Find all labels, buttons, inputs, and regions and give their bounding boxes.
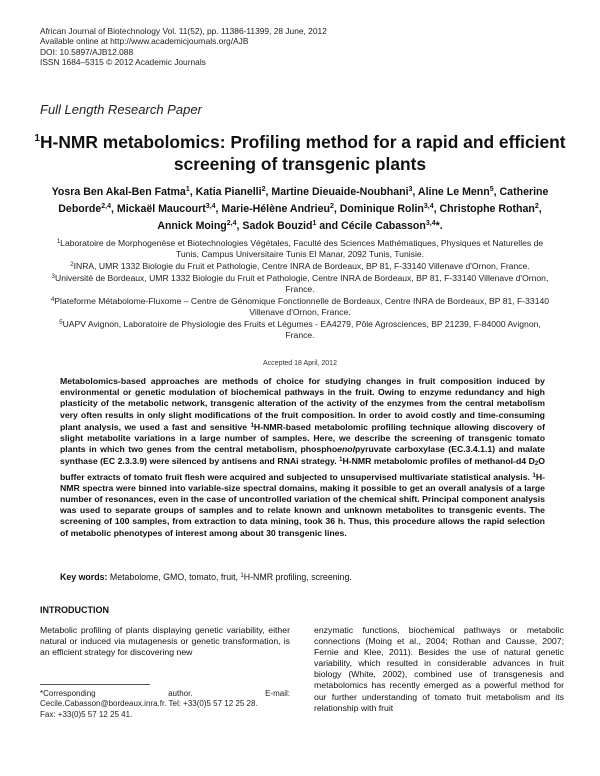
author-name: Cécile Cabasson bbox=[341, 219, 426, 232]
affiliation bbox=[48, 318, 552, 341]
paper-title bbox=[30, 128, 570, 175]
author bbox=[117, 203, 222, 215]
affiliation-number: 3 bbox=[51, 274, 55, 280]
author-name: Martine Dieuaide-Noubhani bbox=[271, 186, 409, 198]
paper-type: Full Length Research Paper bbox=[40, 102, 202, 117]
author bbox=[242, 220, 341, 232]
author-separator: *. bbox=[435, 219, 443, 232]
journal-online-link[interactable]: Available online at http://www.academicjournals.org/AJB bbox=[40, 36, 249, 47]
affiliation-text: UAPV Avignon, Laboratoire de Physiologie des Fruits et Légumes - EA4279, Pôle Agrosciences, BP 21239, F-84000 Avignon, France. bbox=[62, 319, 541, 340]
affiliation bbox=[48, 295, 552, 318]
introduction-heading: INTRODUCTION bbox=[40, 605, 109, 615]
author bbox=[221, 203, 339, 215]
author-name: Catherine Deborde bbox=[58, 186, 549, 215]
abstract-text: H-NMR spectra were binned into variable-size spectral domains, making it possible to get an overall analysis of a large number of resonances, even in the case of uncontrolled variation of the chemical shift. Principal component analysis was used to separate groups of samples and to relate known and unknown metabolites to transgenic events. The screening of 100 samples, from extraction to data mining, took 36 h. Thus, this procedure allows the rapid selection of metabolic phenotypes of interest among about 30 transgenic lines. bbox=[60, 471, 545, 538]
author-separator: , bbox=[265, 186, 272, 198]
keywords-text: Metabolome, GMO, tomato, fruit, bbox=[107, 572, 241, 582]
author-affiliation-sup: 3,4 bbox=[423, 202, 434, 210]
title-superscript: 1 bbox=[34, 133, 40, 144]
author-separator: , bbox=[111, 202, 117, 215]
author-separator: , bbox=[433, 202, 440, 215]
accepted-date: Accepted 18 April, 2012 bbox=[263, 360, 337, 367]
author-affiliation-sup: 5 bbox=[489, 186, 494, 193]
author-affiliation-sup: 2,4 bbox=[101, 202, 111, 210]
author bbox=[52, 186, 196, 198]
footnote-fax: Fax: +33(0)5 57 12 25 41. bbox=[40, 709, 133, 719]
author-name: Mickaël Maucourt bbox=[116, 202, 206, 215]
abstract-text: H-NMR metabolomic profiles of methanol-d4 D bbox=[342, 456, 535, 467]
footnote-email[interactable]: Cecile.Cabasson@bordeaux.inra.fr. Tel: +33(0)5 57 12 25 28. bbox=[40, 699, 258, 709]
keywords-label: Key words: bbox=[60, 572, 108, 582]
abstract-text: pyruvate carboxylase (EC.3.4.1.1) and malate synthase (EC 2.3.3.9) were silenced by antisens and RNAi strategy. bbox=[60, 444, 545, 467]
author bbox=[418, 186, 500, 198]
author-separator: , bbox=[493, 186, 500, 198]
author-separator: , bbox=[538, 202, 542, 215]
footnote-word: E-mail: bbox=[265, 689, 290, 698]
author-affiliation-sup: 3 bbox=[408, 186, 413, 193]
author-affiliation-sup: 1 bbox=[185, 186, 190, 193]
affiliation-text: Plateforme Métabolome-Fluxome – Centre de Génomique Fonctionnelle de Bordeaux, Centre INRA de Bordeaux, BP 81, F-33140 Villenave d'Ornon, France. bbox=[54, 296, 550, 317]
affiliation-number: 4 bbox=[50, 297, 55, 303]
affiliation bbox=[48, 272, 552, 295]
author-affiliation-sup: 2,4 bbox=[226, 219, 237, 227]
doi: DOI: 10.5897/AJB12.088 bbox=[40, 46, 134, 57]
issn: ISSN 1684–5315 © 2012 Academic Journals bbox=[40, 57, 206, 68]
abstract-superscript: 1 bbox=[339, 457, 343, 464]
author bbox=[196, 186, 272, 198]
footnote-word: author. bbox=[168, 689, 193, 698]
affiliation-number: 5 bbox=[59, 320, 63, 326]
abstract-text: Metabolomics-based approaches are methods of choice for studying changes in fruit composition induced by environmental or genetic modulation of biochemical pathways in the fruit. Owing to enzyme redundancy and high plasticity of the metabolic network, transgenic alteration of the activity of the enzymes from the central metabolism very often results in only slight modifications of the fruit composition. In order to avoid costly and time-consuming plant analysis, we used a fast and sensitive bbox=[60, 376, 545, 432]
abstract-superscript: 1 bbox=[532, 472, 536, 479]
author-affiliation-sup: 3,4 bbox=[205, 202, 216, 210]
abstract-text: H-NMR-based metabolomic profiling technique allowing discovery of slight metabolite variations in a large number of samples. Here, we describe the screening of transgenic tomato plants in which two genes from the central metabolism, phospho bbox=[60, 421, 545, 455]
abstract bbox=[60, 376, 545, 539]
author-affiliation-sup: 2 bbox=[329, 202, 334, 210]
author-separator: , bbox=[412, 186, 418, 198]
author bbox=[340, 203, 440, 215]
author-separator: , bbox=[215, 202, 222, 215]
author-separator: and bbox=[316, 219, 342, 232]
author-affiliation-sup: 2 bbox=[261, 186, 266, 193]
affiliation bbox=[48, 237, 552, 260]
introduction-right-column: enzymatic functions, biochemical pathways or metabolic connections (Moing et al., 2004; Rothan and Causse, 2007; Fernie and Klee, 2011). Besides the use of natural genetic variability, which resulted in considerable advances in fruit biology (White, 2002), combined use of transgenesis and metabolomics has recently emerged as a powerful method for our further understanding of tomato fruit metabolism and its relationship with fruit bbox=[314, 625, 564, 713]
affiliation bbox=[48, 260, 552, 272]
affiliation-text: INRA, UMR 1332 Biologie du Fruit et Pathologie, Centre INRA de Bordeaux, BP 81, F-33140 Villenave d'Ornon, France. bbox=[73, 261, 530, 271]
author-affiliation-sup: 3,4 bbox=[425, 219, 436, 227]
author-name: Sadok Bouzid bbox=[242, 219, 313, 232]
author-name: Marie-Hélène Andrieu bbox=[221, 202, 330, 215]
author-separator: , bbox=[236, 219, 243, 232]
affiliation-number: 2 bbox=[70, 262, 74, 268]
abstract-superscript: 1 bbox=[250, 422, 254, 429]
author bbox=[157, 220, 242, 232]
author-name: Dominique Rolin bbox=[339, 202, 424, 215]
footnote-divider bbox=[40, 684, 150, 685]
author-affiliation-sup: 2 bbox=[534, 202, 539, 210]
author-name: Annick Moing bbox=[157, 219, 227, 232]
keywords-text: H-NMR profiling, screening. bbox=[243, 572, 352, 582]
corresponding-author-footnote bbox=[40, 689, 290, 720]
author-name: Christophe Rothan bbox=[439, 202, 535, 215]
author-name: Katia Pianelli bbox=[195, 186, 262, 198]
introduction-left-column: Metabolic profiling of plants displaying genetic variability, either natural or induced via mutagenesis or genetic transformation, is an efficient strategy for discovering new bbox=[40, 625, 290, 658]
author-separator: , bbox=[189, 186, 196, 198]
title-text: H-NMR metabolomics: Profiling method for a rapid and efficient screening of transgenic plants bbox=[39, 132, 566, 174]
journal-header bbox=[40, 26, 327, 68]
author bbox=[440, 203, 542, 215]
abstract-italic: enol bbox=[337, 444, 355, 455]
author-list bbox=[40, 183, 560, 233]
author-name: Yosra Ben Akal-Ben Fatma bbox=[51, 186, 186, 198]
affiliation-text: Université de Bordeaux, UMR 1332 Biologie du Fruit et Pathologie, Centre INRA de Bordeaux, BP 81, F-33140 Villenave d'Ornon, France. bbox=[54, 273, 549, 294]
keywords bbox=[60, 572, 545, 582]
abstract-text: O buffer extracts of tomato fruit flesh were acquired and subjected to unsupervised multivariate statistical analysis. bbox=[60, 456, 545, 482]
author-name: Aline Le Menn bbox=[417, 186, 490, 198]
affiliations bbox=[48, 237, 552, 341]
abstract-subscript: 2 bbox=[534, 461, 539, 468]
footnote-word: *Corresponding bbox=[40, 689, 96, 698]
footnote-line bbox=[40, 689, 290, 699]
journal-citation: African Journal of Biotechnology Vol. 11(52), pp. 11386-11399, 28 June, 2012 bbox=[40, 26, 327, 36]
affiliation-number: 1 bbox=[56, 239, 61, 245]
keywords-superscript: 1 bbox=[240, 573, 244, 579]
author bbox=[341, 220, 443, 232]
author bbox=[271, 186, 418, 198]
author-affiliation-sup: 1 bbox=[312, 219, 317, 227]
author-separator: , bbox=[333, 202, 340, 215]
affiliation-text: Laboratoire de Morphogenèse et Biotechnologies Végétales, Faculté des Sciences Mathématiques, Physiques et Naturelles de Tunis, Campus Universitaire Tunis El Manar, 2092 Tunis, Tunisie. bbox=[60, 238, 544, 259]
